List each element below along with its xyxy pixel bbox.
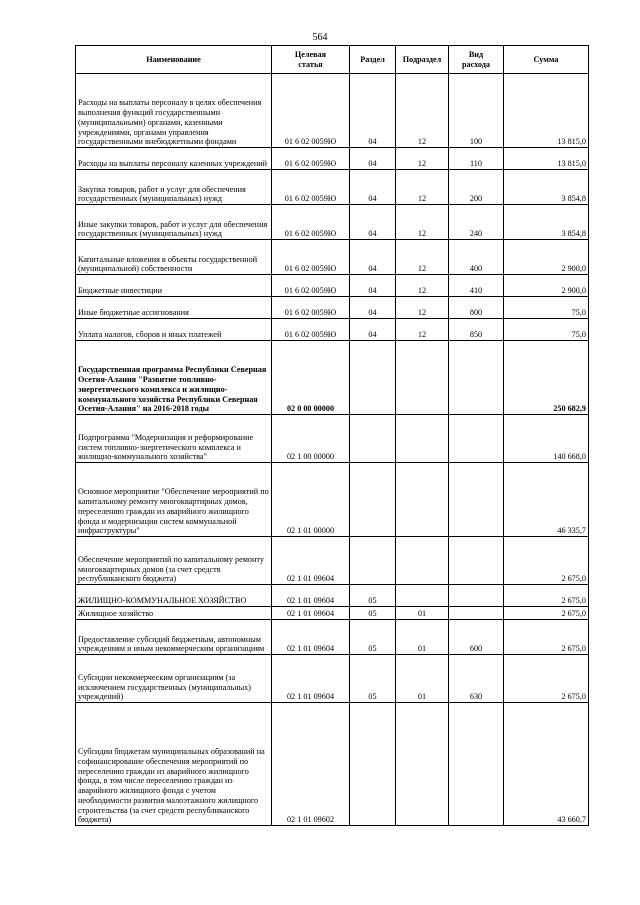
row-amount: 250 682,9 [504,341,589,415]
row-section: 05 [350,585,396,607]
row-section [350,341,396,415]
row-target-article: 02 1 01 09604 [272,607,350,620]
row-expense-type: 600 [449,620,504,655]
row-section: 04 [350,205,396,240]
row-subsection: 12 [396,240,449,275]
row-target-article: 01 6 02 0059Ю [272,205,350,240]
row-target-article: 01 6 02 0059Ю [272,275,350,297]
row-expense-type [449,703,504,826]
row-section: 04 [350,319,396,341]
row-name: ЖИЛИЩНО-КОММУНАЛЬНОЕ ХОЗЯЙСТВО [76,585,272,607]
row-subsection [396,341,449,415]
row-subsection: 01 [396,620,449,655]
row-target-article: 02 1 01 09604 [272,620,350,655]
header-subsection: Подраздел [396,46,449,74]
row-amount: 2 675,0 [504,537,589,585]
row-name: Иные бюджетные ассигнования [76,297,272,319]
table-row [76,170,589,205]
table-row [76,537,589,585]
row-section [350,463,396,537]
row-subsection: 12 [396,170,449,205]
header-amount: Сумма [504,46,589,74]
row-expense-type: 800 [449,297,504,319]
row-target-article: 02 1 01 00000 [272,463,350,537]
row-section: 04 [350,275,396,297]
row-expense-type: 410 [449,275,504,297]
row-name: Жилищное хозяйство [76,607,272,620]
row-amount: 3 854,8 [504,170,589,205]
row-expense-type: 400 [449,240,504,275]
row-section: 04 [350,170,396,205]
table-row [76,148,589,170]
row-subsection [396,585,449,607]
row-amount: 13 815,0 [504,74,589,148]
row-name: Иные закупки товаров, работ и услуг для обеспечения государственных (муниципальных) нужд [76,205,272,240]
table-row [76,415,589,463]
row-subsection [396,703,449,826]
row-target-article: 01 6 02 0059Ю [272,319,350,341]
row-target-article: 01 6 02 0059Ю [272,74,350,148]
row-section: 04 [350,74,396,148]
row-section: 05 [350,620,396,655]
row-subsection: 12 [396,297,449,319]
row-expense-type: 200 [449,170,504,205]
row-amount: 75,0 [504,297,589,319]
row-target-article: 01 6 02 0059Ю [272,297,350,319]
row-expense-type: 110 [449,148,504,170]
row-expense-type [449,607,504,620]
table-row [76,275,589,297]
row-amount: 75,0 [504,319,589,341]
row-section: 05 [350,655,396,703]
row-name: Подпрограмма "Модернизация и реформирование систем топливно-энергетического комплекса и жилищно-коммунального хозяйства" [76,415,272,463]
row-subsection [396,537,449,585]
row-section [350,537,396,585]
table-row [76,655,589,703]
row-expense-type: 240 [449,205,504,240]
table-row [76,319,589,341]
row-subsection: 01 [396,655,449,703]
row-section [350,415,396,463]
row-section: 04 [350,240,396,275]
row-subsection: 12 [396,275,449,297]
table-row [76,341,589,415]
row-subsection [396,463,449,537]
row-name: Субсидии некоммерческим организациям (за исключением государственных (муниципальных) учреждений) [76,655,272,703]
row-name: Расходы на выплаты персоналу казенных учреждений [76,148,272,170]
row-expense-type: 630 [449,655,504,703]
row-amount: 2 900,0 [504,240,589,275]
row-section [350,703,396,826]
row-expense-type [449,585,504,607]
row-amount: 2 675,0 [504,620,589,655]
row-target-article: 02 1 01 09604 [272,585,350,607]
row-name: Капитальные вложения в объекты государственной (муниципальной) собственности [76,240,272,275]
row-name: Предоставление субсидий бюджетным, автономным учреждениям и иным некоммерческим организациям [76,620,272,655]
row-expense-type: 100 [449,74,504,148]
row-name: Обеспечение мероприятий по капитальному ремонту многоквартирных домов (за счет средств республиканского бюджета) [76,537,272,585]
row-section: 04 [350,148,396,170]
table-row [76,607,589,620]
table-row [76,620,589,655]
row-target-article: 02 1 01 09604 [272,655,350,703]
row-name: Субсидии бюджетам муниципальных образований на софинансирование обеспечения мероприятий по переселению граждан из аварийного жилищного фонда, в том числе переселению граждан из аварийного жилищного фонда с учетом необходимости развития малоэтажного жилищного строительства (за счет средств республиканского бюджета) [76,703,272,826]
row-amount: 43 660,7 [504,703,589,826]
row-subsection: 12 [396,148,449,170]
row-expense-type [449,537,504,585]
row-subsection: 12 [396,74,449,148]
table-row [76,74,589,148]
header-target-article: Целевая статья [272,46,350,74]
row-name: Закупка товаров, работ и услуг для обеспечения государственных (муниципальных) нужд [76,170,272,205]
row-target-article: 01 6 02 0059Ю [272,148,350,170]
row-amount: 2 675,0 [504,607,589,620]
table-header-row [76,46,589,74]
row-subsection: 12 [396,319,449,341]
row-amount: 3 854,8 [504,205,589,240]
table-row [76,205,589,240]
row-name: Расходы на выплаты персоналу в целях обеспечения выполнения функций государственными (муниципальными) органами, казенными учреждениями, органами управления государственными внебюджетными фондами [76,74,272,148]
row-section: 04 [350,297,396,319]
row-subsection: 12 [396,205,449,240]
row-subsection [396,415,449,463]
table-row [76,297,589,319]
page-number: 564 [312,32,328,43]
header-section: Раздел [350,46,396,74]
row-name: Бюджетные инвестиции [76,275,272,297]
row-amount: 13 815,0 [504,148,589,170]
row-amount: 2 675,0 [504,655,589,703]
row-target-article: 02 0 00 00000 [272,341,350,415]
row-expense-type [449,415,504,463]
row-name: Уплата налогов, сборов и иных платежей [76,319,272,341]
row-target-article: 01 6 02 0059Ю [272,240,350,275]
budget-table [75,45,589,826]
row-amount: 2 900,0 [504,275,589,297]
row-subsection: 01 [396,607,449,620]
row-expense-type [449,341,504,415]
header-name: Наименование [76,46,272,74]
row-amount: 140 668,0 [504,415,589,463]
table-row [76,463,589,537]
row-target-article: 02 1 01 09602 [272,703,350,826]
table-row [76,585,589,607]
header-expense-type: Вид расхода [449,46,504,74]
row-name: Государственная программа Республики Северная Осетия-Алания "Развитие топливно-энергетического комплекса и жилищно-коммунального хозяйства Республики Северная Осетия-Алания" на 2016-2018 годы [76,341,272,415]
row-section: 05 [350,607,396,620]
row-amount: 46 335,7 [504,463,589,537]
row-expense-type: 850 [449,319,504,341]
table-row [76,240,589,275]
row-expense-type [449,463,504,537]
table-row [76,703,589,826]
row-target-article: 01 6 02 0059Ю [272,170,350,205]
row-target-article: 02 1 01 09604 [272,537,350,585]
row-amount: 2 675,0 [504,585,589,607]
row-target-article: 02 1 00 00000 [272,415,350,463]
row-name: Основное мероприятие "Обеспечение мероприятий по капитальному ремонту многоквартирных домов, переселению граждан из аварийного жилищного фонда и модернизации систем коммунальной инфраструктуры" [76,463,272,537]
